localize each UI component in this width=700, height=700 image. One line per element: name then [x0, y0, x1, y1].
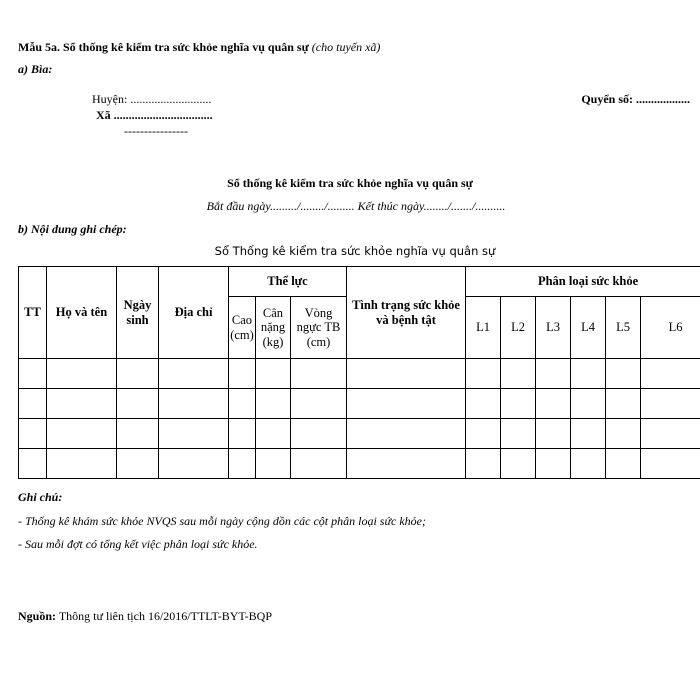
- table-cell: [229, 389, 256, 419]
- form-heading-scope: (cho tuyến xã): [311, 40, 381, 54]
- notes-title: Ghi chú:: [18, 490, 63, 504]
- table-cell: [291, 359, 347, 389]
- table-row: [19, 449, 700, 479]
- table-cell: [19, 359, 47, 389]
- table-cell: [19, 449, 47, 479]
- table-cell: [159, 389, 229, 419]
- note-item: - Thống kê khám sức khỏe NVQS sau mỗi ngày cộng dồn các cột phân loại sức khỏe;: [18, 514, 426, 528]
- header-classification-group: Phân loại sức khỏe: [466, 267, 700, 297]
- table-cell: [466, 419, 501, 449]
- table-cell: [571, 419, 606, 449]
- table-cell: [117, 359, 159, 389]
- header-class-l5: L5: [606, 297, 641, 359]
- table-cell: [47, 449, 117, 479]
- header-class-l6: L6: [641, 297, 700, 359]
- table-cell: [641, 449, 700, 479]
- header-name: Họ và tên: [47, 267, 117, 359]
- table-cell: [501, 359, 536, 389]
- statistics-table: [18, 266, 700, 479]
- note-item: - Sau mỗi đợt có tổng kết việc phân loại sức khỏe.: [18, 537, 258, 551]
- table-cell: [229, 359, 256, 389]
- volume-number-field: Quyển số: ..................: [581, 92, 690, 106]
- table-caption: Sổ Thống kê kiểm tra sức khỏe nghĩa vụ quân sự: [214, 244, 496, 258]
- header-weight: Cân nặng (kg): [256, 297, 291, 359]
- header-class-l2: L2: [501, 297, 536, 359]
- table-cell: [606, 449, 641, 479]
- header-health-status: Tình trạng sức khỏe và bệnh tật: [347, 267, 466, 359]
- table-cell: [229, 449, 256, 479]
- header-birthdate: Ngày sinh: [117, 267, 159, 359]
- table-cell: [536, 419, 571, 449]
- table-cell: [229, 419, 256, 449]
- table-cell: [47, 359, 117, 389]
- book-title: Sổ thống kê kiểm tra sức khỏe nghĩa vụ quân sự: [227, 176, 473, 190]
- header-class-l4: L4: [571, 297, 606, 359]
- header-tt: TT: [19, 267, 47, 359]
- table-cell: [501, 389, 536, 419]
- table-body: [19, 359, 700, 479]
- table-cell: [256, 359, 291, 389]
- table-cell: [117, 389, 159, 419]
- table-cell: [641, 419, 700, 449]
- table-cell: [256, 389, 291, 419]
- table-cell: [256, 419, 291, 449]
- table-cell: [606, 359, 641, 389]
- header-physique-group: Thể lực: [229, 267, 347, 297]
- table-cell: [159, 359, 229, 389]
- form-heading-title: Mẫu 5a. Sổ thống kê kiểm tra sức khỏe nghĩa vụ quân sự: [18, 40, 309, 54]
- table-cell: [571, 449, 606, 479]
- table-row: [19, 359, 700, 389]
- table-cell: [159, 449, 229, 479]
- table-cell: [347, 419, 466, 449]
- table-cell: [606, 389, 641, 419]
- form-heading: [18, 40, 380, 55]
- table-cell: [256, 449, 291, 479]
- table-cell: [466, 389, 501, 419]
- header-class-l3: L3: [536, 297, 571, 359]
- table-cell: [347, 359, 466, 389]
- table-cell: [347, 449, 466, 479]
- table-cell: [466, 359, 501, 389]
- table-cell: [501, 419, 536, 449]
- source-label: Nguồn:: [18, 609, 57, 623]
- table-cell: [536, 389, 571, 419]
- content-section-label: b) Nội dung ghi chép:: [18, 222, 127, 236]
- header-address: Địa chỉ: [159, 267, 229, 359]
- table-cell: [117, 419, 159, 449]
- table-cell: [19, 419, 47, 449]
- date-range-line: Bắt đầu ngày........./......../......... Kết thúc ngày......../......./..........: [206, 199, 506, 213]
- table-cell: [571, 389, 606, 419]
- table-cell: [47, 419, 117, 449]
- underline-divider: ----------------: [124, 124, 188, 138]
- table-cell: [117, 449, 159, 479]
- header-class-l1: L1: [466, 297, 501, 359]
- table-cell: [47, 389, 117, 419]
- header-height: Cao (cm): [229, 297, 256, 359]
- table-cell: [641, 389, 700, 419]
- source-text: Thông tư liên tịch 16/2016/TTLT-BYT-BQP: [58, 609, 272, 623]
- table-cell: [159, 419, 229, 449]
- cover-section-label: a) Bìa:: [18, 62, 53, 76]
- table-row: [19, 419, 700, 449]
- table-cell: [606, 419, 641, 449]
- source-line: [18, 609, 272, 624]
- table-cell: [466, 449, 501, 479]
- table-cell: [291, 449, 347, 479]
- table-cell: [347, 389, 466, 419]
- table-cell: [641, 359, 700, 389]
- table-cell: [291, 389, 347, 419]
- table-row: [19, 389, 700, 419]
- table-cell: [291, 419, 347, 449]
- district-field: Huyện: ...........................: [92, 92, 212, 106]
- table-cell: [536, 359, 571, 389]
- table-cell: [536, 449, 571, 479]
- commune-field: Xã .................................: [96, 108, 213, 122]
- header-chest: Vòng ngực TB (cm): [291, 297, 347, 359]
- table-cell: [501, 449, 536, 479]
- table-cell: [571, 359, 606, 389]
- table-cell: [19, 389, 47, 419]
